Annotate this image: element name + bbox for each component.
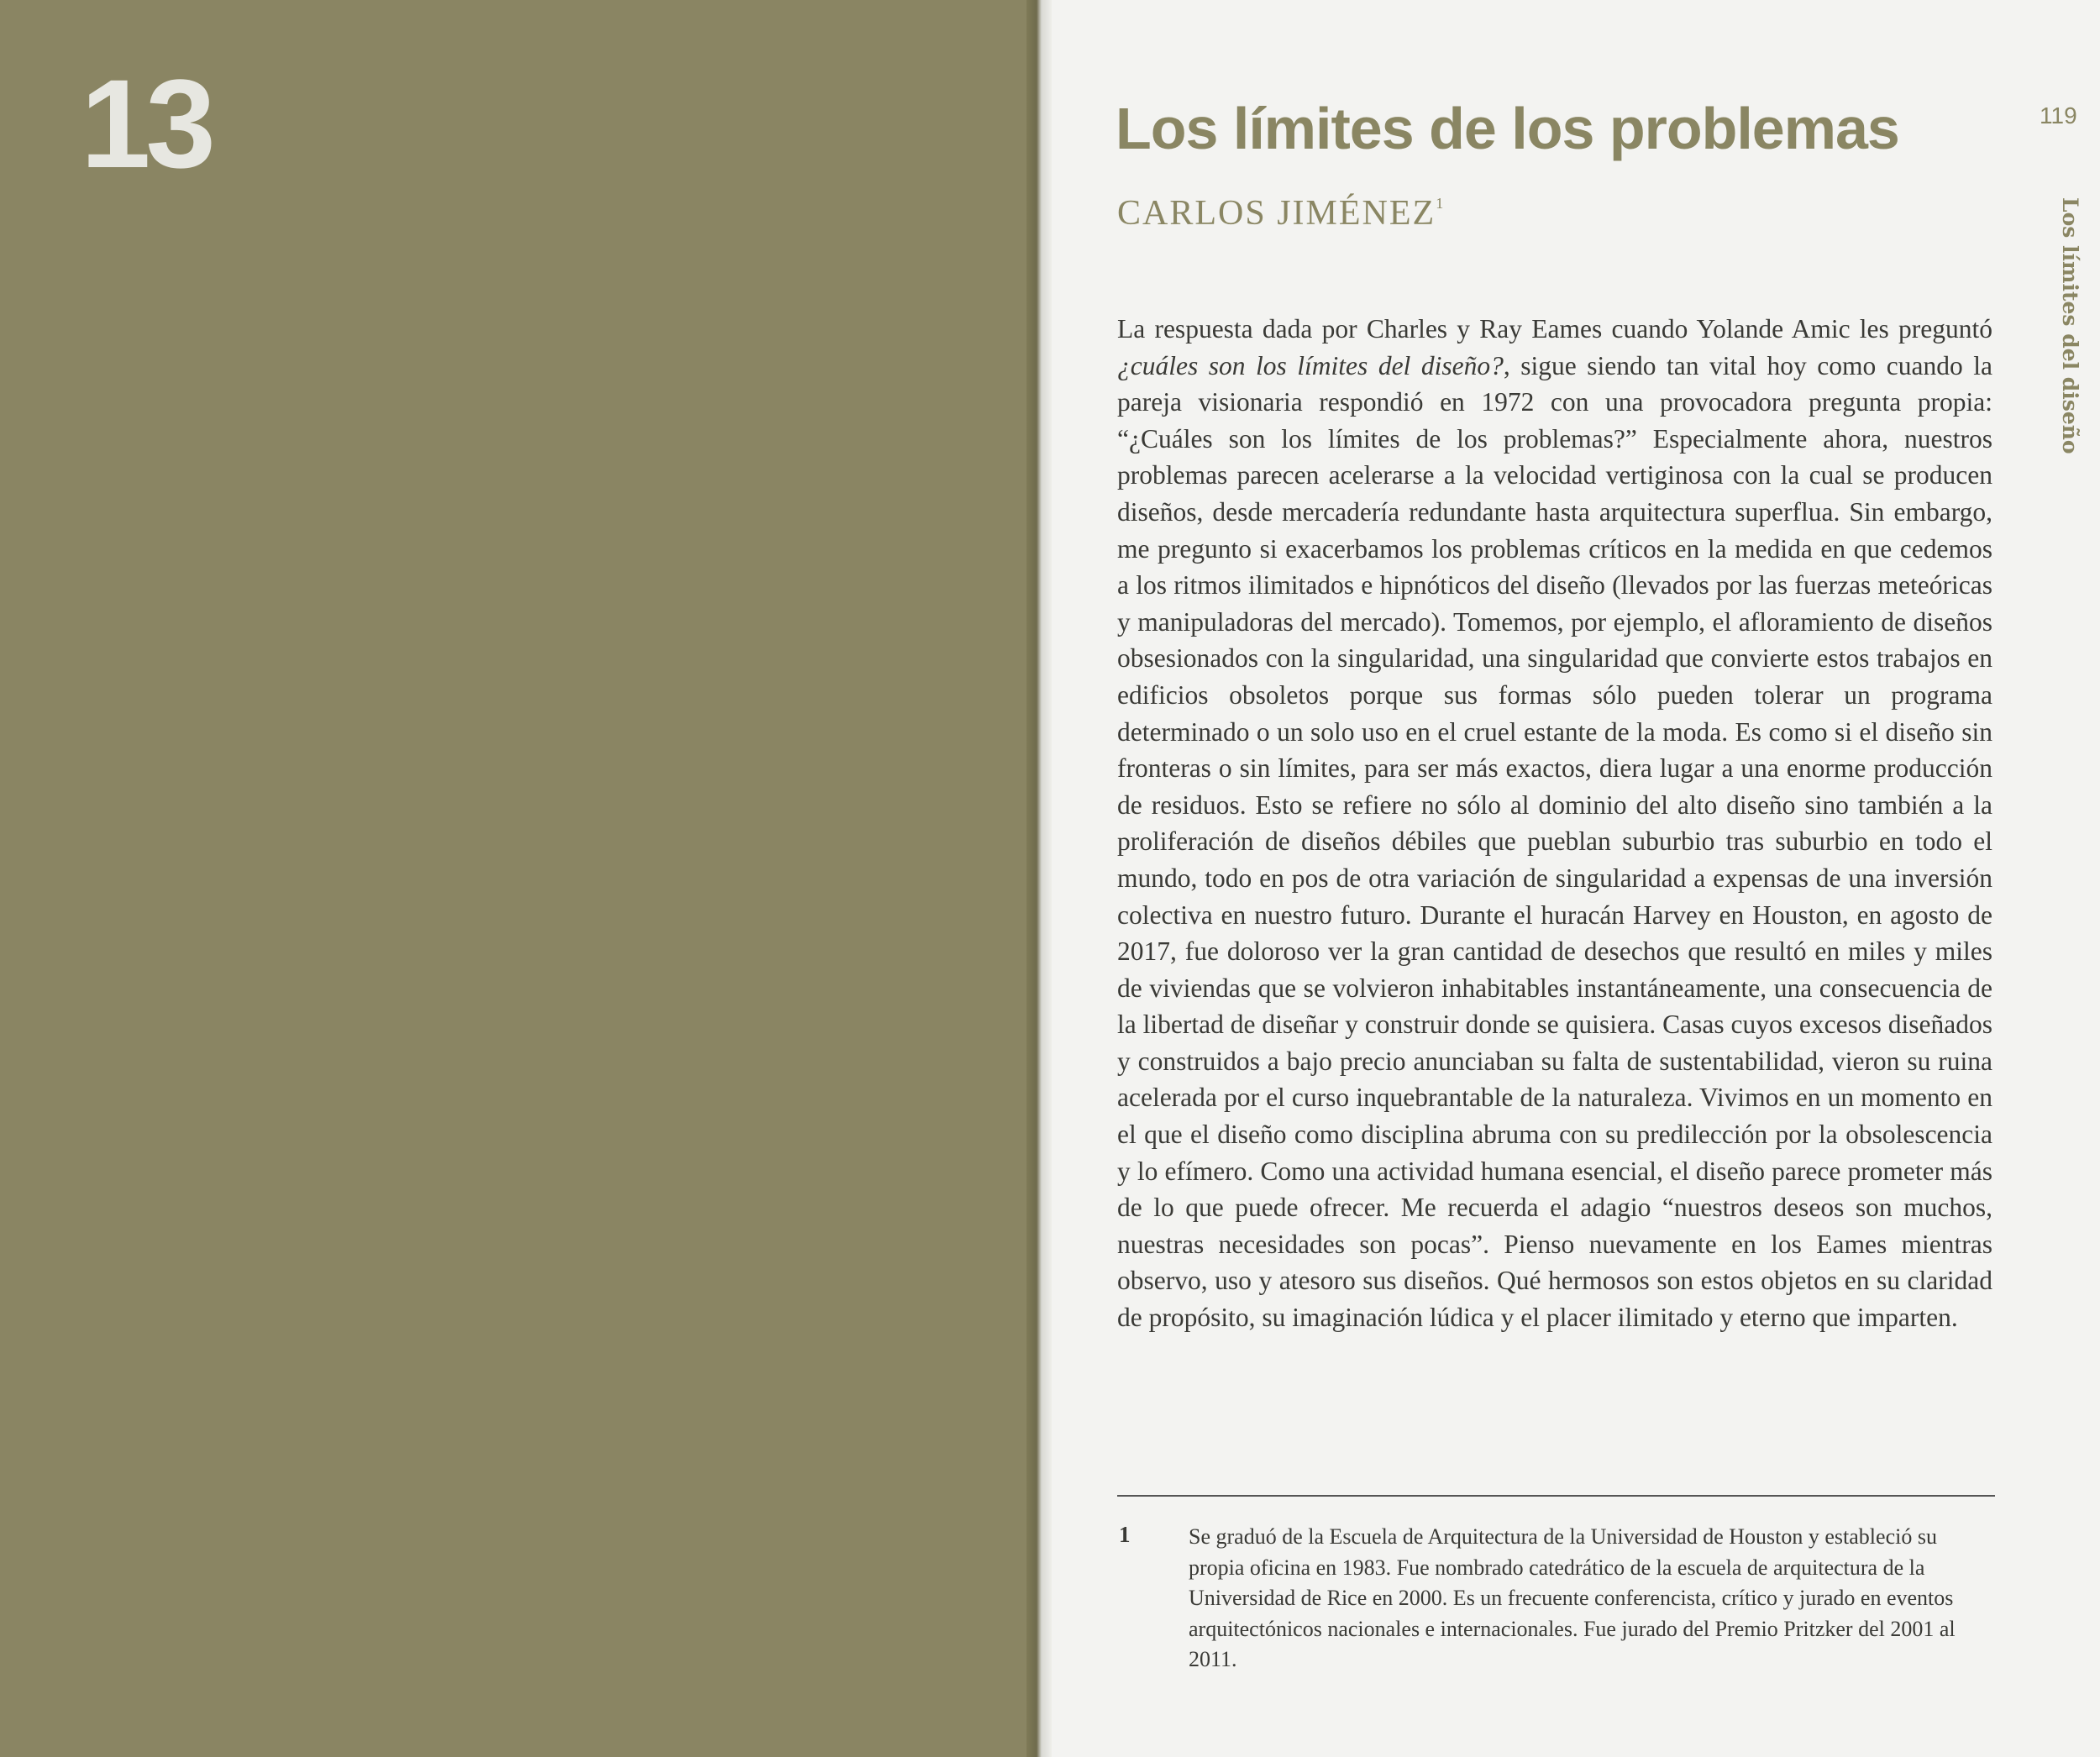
- author-name: CARLOS JIMÉNEZ: [1117, 194, 1436, 233]
- footnote-number: 1: [1119, 1522, 1131, 1547]
- author-line: [1117, 193, 1443, 233]
- footnote-text: Se graduó de la Escuela de Arquitectura de la Universidad de Houston y estableció su propia oficina en 1983. Fue nombrado catedrático de la escuela de arquitectura de la Universidad de Rice en 2000. Es un frecuente conferencista, crítico y jurado en eventos arquitectónicos nacionales e internacionales. Fue jurado del Premio Pritzker del 2001 al 2011.: [1189, 1524, 1956, 1671]
- body-text-part-2: , sigue siendo tan vital hoy como cuando la pareja visionaria respondió en 1972 con una provocadora pregunta propia: “¿Cuáles son los límites de los problemas?” Especialmente ahora, nuestros problemas parecen acelerarse a la velocidad vertiginosa con la cual se producen diseños, desde mercadería redundante hasta arquitectura superflua. Sin embargo, me pregunto si exacerbamos los problemas críticos en la medida en que cedemos a los ritmos ilimitados e hipnóticos del diseño (llevados por las fuerzas meteóricas y manipuladoras del mercado). Tomemos, por ejemplo, el afloramiento de diseños obsesionados con la singularidad, una singularidad que convierte estos trabajos en edificios obsoletos porque sus formas sólo pueden tolerar un programa determinado o un solo uso en el cruel estante de la moda. Es como si el diseño sin fronteras o sin límites, para ser más exactos, diera lugar a una enorme producción de residuos. Esto se refiere no sólo al dominio del alto diseño sino también a la proliferación de diseños débiles que pueblan suburbio tras suburbio en todo el mundo, todo en pos de otra variación de singularidad a expensas de una inversión colectiva en nuestro futuro. Durante el huracán Harvey en Houston, en agosto de 2017, fue doloroso ver la gran cantidad de desechos que resultó en miles y miles de viviendas que se volvieron inhabitables instantáneamente, una consecuencia de la libertad de diseñar y construir donde se quisiera. Casas cuyos excesos diseñados y construidos a bajo precio anunciaban su falta de sustentabilidad, vieron su ruina acelerada por el curso inquebrantable de la naturaleza. Vivimos en un momento en el que el diseño como disciplina abruma con su predilección por la obsolescencia y lo efímero. Como una actividad humana esencial, el diseño parece prometer más de lo que puede ofrecer. Me recuerda el adagio “nuestros deseos son muchos, nuestras necesidades son pocas”. Pienso nuevamente en los Eames mientras observo, uso y atesoro sus diseños. Qué hermosos son estos objetos en su claridad de propósito, su imaginación lúdica y el placer ilimitado y eterno que imparten.: [1117, 350, 1992, 1333]
- body-text-part-1: La respuesta dada por Charles y Ray Eames cuando Yolande Amic les preguntó: [1117, 314, 1992, 344]
- page-number: 119: [2040, 102, 2077, 128]
- body-paragraph: [1117, 311, 1992, 1336]
- author-footnote-ref: 1: [1436, 195, 1444, 212]
- article-title: Los límites de los problemas: [1116, 96, 1899, 161]
- footnote-divider: [1117, 1495, 1995, 1497]
- running-header: Los límites del diseño: [2058, 197, 2082, 454]
- chapter-number: 13: [81, 53, 211, 194]
- left-page: [0, 0, 1035, 1757]
- book-gutter: [1026, 0, 1052, 1757]
- body-text-italic: ¿cuáles son los límites del diseño?: [1117, 350, 1504, 380]
